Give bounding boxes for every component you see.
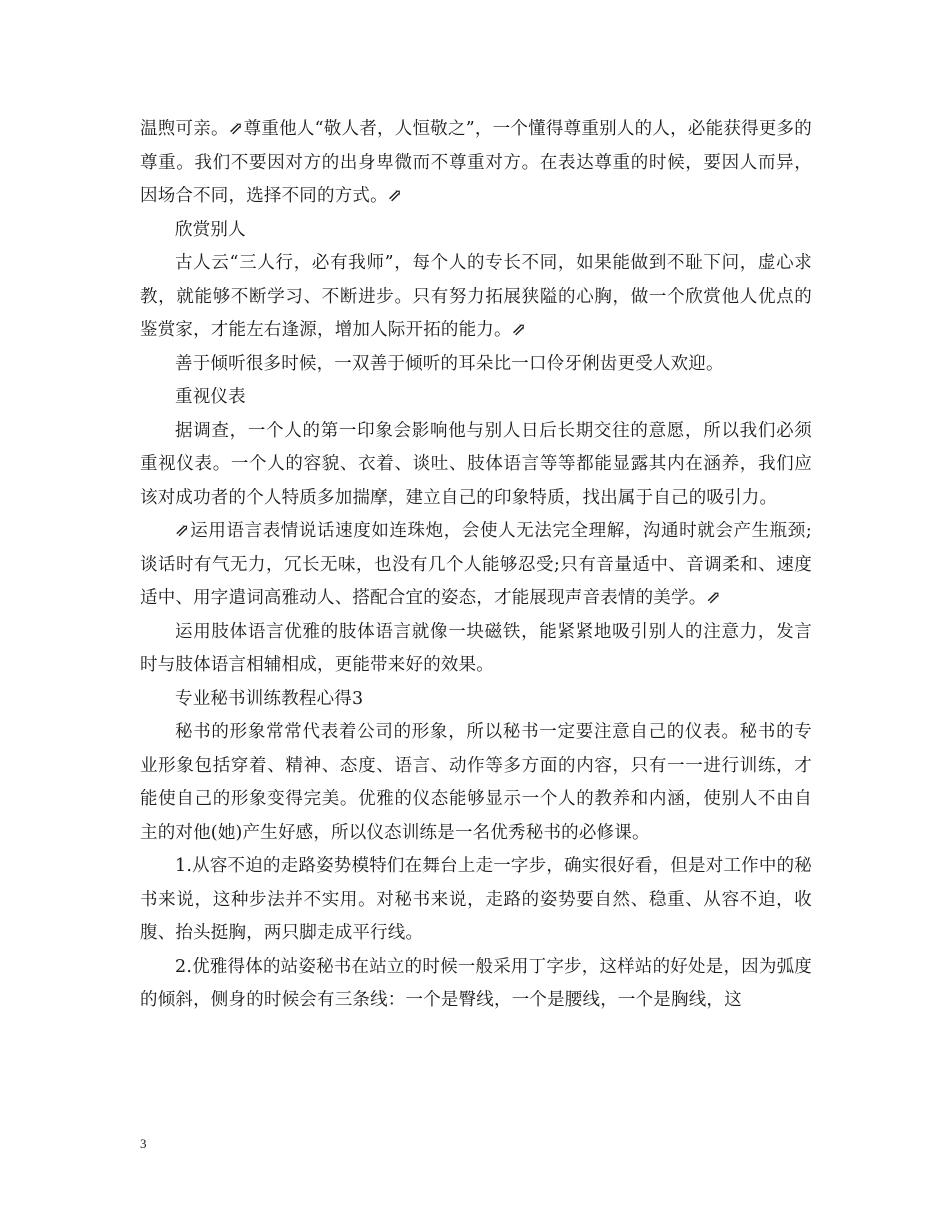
paragraph-appreciate-others: 古人云“三人行，必有我师”，每个人的专长不同，如果能做到不耻下问，虚心求教，就能够不断学习、不断进步。只有努力拓展狭隘的心胸，做一个欣赏他人优点的鉴赏家，才能左右逢源，增加人际开拓的能力。⇗: [140, 253, 812, 340]
paragraph-appearance: 据调查，一个人的第一印象会影响他与别人日后长期交往的意愿，所以我们必须重视仪表。一个人的容貌、衣着、谈吐、肢体语言等等都能显露其内在涵养，我们应该对成功者的个人特质多加揣摩，建立自己的印象特质，找出属于自己的吸引力。: [140, 420, 812, 508]
page-body: [140, 113, 812, 1018]
paragraph-secretary-image: 秘书的形象常常代表着公司的形象，所以秘书一定要注意自己的仪表。秘书的专业形象包括穿着、精神、态度、语言、动作等多方面的内容，只有一一进行训练，才能使自己的形象变得完美。优雅的仪态能够显示一个人的教养和内涵，使别人不由自主的对他(她)产生好感，所以仪态训练是一名优秀秘书的必修课。: [140, 722, 812, 843]
heading-appearance: 重视仪表: [175, 387, 246, 407]
heading-section-3: 专业秘书训练教程心得3: [175, 688, 364, 709]
heading-appreciate-others: 欣赏别人: [175, 219, 246, 240]
paragraph-walking-posture: 1.从容不迫的走路姿势模特们在舞台上走一字步，确实很好看，但是对工作中的秘书来说，这种步法并不实用。对秘书来说，走路的姿势要自然、稳重、从容不迫，收腹、抬头挺胸，两只脚走成平行线。: [140, 856, 812, 943]
page-number: 3: [140, 1136, 147, 1151]
paragraph-good-listener: 善于倾听很多时候，一双善于倾听的耳朵比一口伶牙俐齿更受人欢迎。: [175, 353, 724, 374]
paragraph-respect: 温煦可亲。⇗尊重他人“敬人者，人恒敬之”，一个懂得尊重别人的人，必能获得更多的尊重。我们不要因对方的出身卑微而不尊重对方。在表达尊重的时候，要因人而异，因场合不同，选择不同的方式。⇗: [140, 119, 812, 206]
paragraph-voice-expression: ⇗运用语言表情说话速度如连珠炮，会使人无法完全理解，沟通时就会产生瓶颈;谈话时有气无力，冗长无味，也没有几个人能够忍受;只有音量适中、音调柔和、速度适中、用字遣词高雅动人、搭配合宜的姿态，才能展现声音表情的美学。⇗: [140, 521, 812, 608]
paragraph-standing-posture: 2.优雅得体的站姿秘书在站立的时候一般采用丁字步，这样站的好处是，因为弧度的倾斜，侧身的时候会有三条线：一个是臀线，一个是腰线，一个是胸线，这: [140, 956, 812, 1010]
paragraph-body-language: 运用肢体语言优雅的肢体语言就像一块磁铁，能紧紧地吸引别人的注意力，发言时与肢体语言相辅相成，更能带来好的效果。: [140, 621, 812, 675]
